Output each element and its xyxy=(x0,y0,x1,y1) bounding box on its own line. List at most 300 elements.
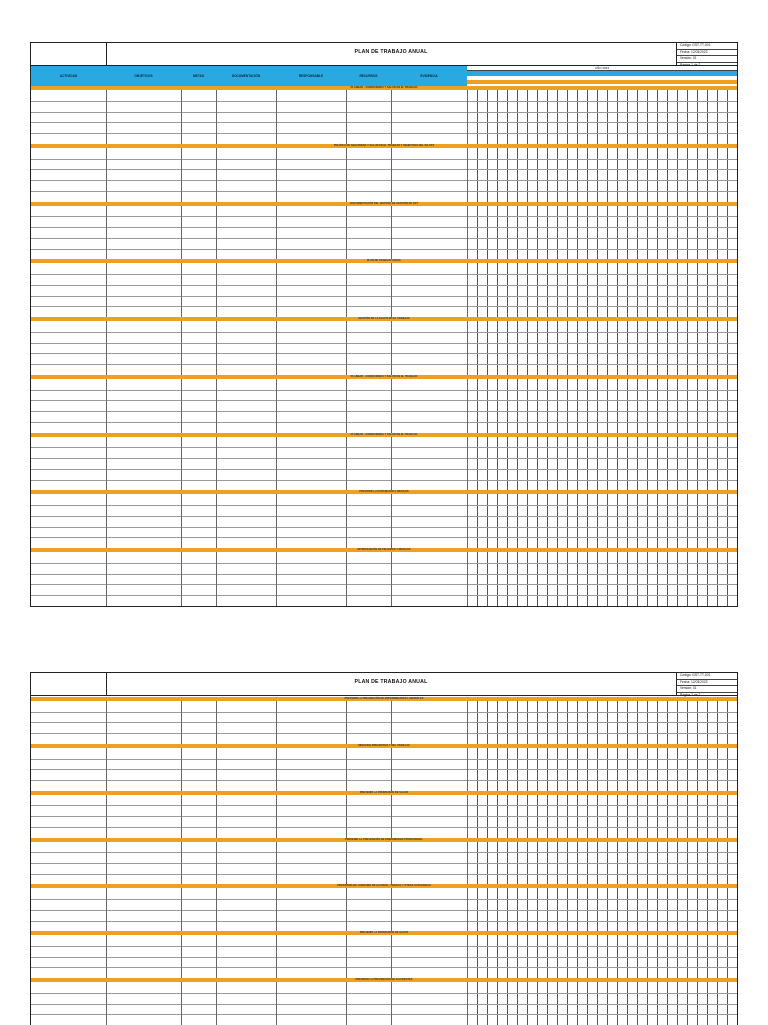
grid-column-line xyxy=(687,437,688,491)
grid-column-line xyxy=(667,437,668,491)
text-column-line xyxy=(106,888,107,931)
text-column-line xyxy=(346,90,347,144)
text-column-line xyxy=(346,148,347,202)
grid-column-line xyxy=(527,494,528,548)
text-column-line xyxy=(346,263,347,317)
row-divider xyxy=(31,722,737,723)
grid-column-line xyxy=(597,437,598,491)
grid-column-line xyxy=(717,321,718,375)
grid-column-line xyxy=(487,379,488,433)
section-header: MEDICINA PREVENTIVA Y DEL TRABAJO xyxy=(31,744,737,748)
text-column-line xyxy=(106,437,107,491)
grid-column-line xyxy=(707,263,708,317)
grid-column-line xyxy=(487,206,488,260)
text-column-line xyxy=(106,701,107,744)
text-column-line xyxy=(467,148,468,202)
row-divider xyxy=(31,447,737,448)
grid-column-line xyxy=(557,90,558,144)
grid-column-line xyxy=(697,90,698,144)
text-column-line xyxy=(391,379,392,433)
grid-column-line xyxy=(477,494,478,548)
grid-column-line xyxy=(627,379,628,433)
text-column-line xyxy=(181,148,182,202)
grid-column-line xyxy=(517,552,518,606)
col-recursos: RECURSOS xyxy=(346,66,392,86)
text-column-line xyxy=(106,321,107,375)
grid-column-line xyxy=(707,90,708,144)
text-column-line xyxy=(276,552,277,606)
grid-column-line xyxy=(727,437,728,491)
text-column-line xyxy=(276,206,277,260)
text-column-line xyxy=(106,935,107,978)
meta-code: Código: GST-TT-001 xyxy=(677,43,737,50)
grid-column-line xyxy=(617,321,618,375)
text-column-line xyxy=(391,701,392,744)
row-divider xyxy=(31,910,737,911)
text-column-line xyxy=(276,437,277,491)
grid-column-line xyxy=(527,552,528,606)
text-column-line xyxy=(216,379,217,433)
row-divider xyxy=(31,595,737,596)
page-title: PLAN DE TRABAJO ANUAL xyxy=(354,49,428,55)
grid-column-line xyxy=(727,206,728,260)
logo-box xyxy=(31,673,107,695)
text-column-line xyxy=(391,552,392,606)
grid-column-line xyxy=(647,494,648,548)
text-column-line xyxy=(181,748,182,791)
row-divider xyxy=(31,169,737,170)
meta-version: Versión: 01 xyxy=(677,686,737,693)
grid-column-line xyxy=(647,552,648,606)
grid-column-line xyxy=(517,90,518,144)
grid-column-line xyxy=(547,206,548,260)
text-column-line xyxy=(216,842,217,885)
row-divider xyxy=(31,516,737,517)
grid-column-line xyxy=(587,206,588,260)
text-column-line xyxy=(216,263,217,317)
grid-column-line xyxy=(657,321,658,375)
grid-column-line xyxy=(607,263,608,317)
text-column-line xyxy=(467,437,468,491)
section-header: DOCUMENTACIÓN DEL SISTEMA DE GESTIÓN DE SST xyxy=(31,202,737,206)
grid-column-line xyxy=(697,263,698,317)
text-column-line xyxy=(276,935,277,978)
text-column-line xyxy=(181,795,182,838)
grid-column-line xyxy=(667,321,668,375)
grid-column-line xyxy=(727,263,728,317)
grid-column-line xyxy=(547,379,548,433)
grid-column-line xyxy=(537,379,538,433)
grid-column-line xyxy=(577,148,578,202)
text-column-line xyxy=(276,748,277,791)
grid-column-line xyxy=(697,206,698,260)
text-column-line xyxy=(216,494,217,548)
section-header: INTERVENCIÓN DE PELIGROS Y RIESGOS xyxy=(31,548,737,552)
grid-column-line xyxy=(627,552,628,606)
grid-column-line xyxy=(607,321,608,375)
row-divider xyxy=(31,946,737,947)
grid-column-line xyxy=(537,437,538,491)
text-column-line xyxy=(216,90,217,144)
grid-column-line xyxy=(497,148,498,202)
text-column-line xyxy=(216,888,217,931)
row-divider xyxy=(31,411,737,412)
grid-column-line xyxy=(687,263,688,317)
grid-column-line xyxy=(507,90,508,144)
text-column-line xyxy=(276,842,277,885)
meta-version: Versión: 01 xyxy=(677,56,737,63)
grid-column-line xyxy=(567,263,568,317)
grid-column-line xyxy=(707,379,708,433)
text-column-line xyxy=(216,795,217,838)
grid-column-line xyxy=(717,379,718,433)
text-column-line xyxy=(346,379,347,433)
section-header: PREVENIR LA PREVENCIÓN DE ENFERMEDAD PROFESIONAL xyxy=(31,838,737,842)
text-column-line xyxy=(216,982,217,1025)
grid-column-line xyxy=(717,148,718,202)
row-divider xyxy=(31,458,737,459)
text-column-line xyxy=(467,982,468,1025)
grid-column-line xyxy=(717,552,718,606)
text-column-line xyxy=(467,552,468,606)
text-column-line xyxy=(391,494,392,548)
grid-column-line xyxy=(527,321,528,375)
grid-column-line xyxy=(577,263,578,317)
section-header: PREVENIR LA PROMOCIÓN DE SALUD xyxy=(31,931,737,935)
grid-column-line xyxy=(507,148,508,202)
grid-column-line xyxy=(587,263,588,317)
grid-column-line xyxy=(707,552,708,606)
grid-column-line xyxy=(637,494,638,548)
row-divider xyxy=(31,780,737,781)
grid-column-line xyxy=(677,379,678,433)
row-divider xyxy=(31,159,737,160)
grid-column-line xyxy=(617,379,618,433)
text-column-line xyxy=(467,206,468,260)
grid-column-line xyxy=(477,263,478,317)
grid-column-line xyxy=(617,437,618,491)
row-divider xyxy=(31,238,737,239)
grid-column-line xyxy=(717,494,718,548)
text-column-line xyxy=(216,701,217,744)
grid-column-line xyxy=(587,494,588,548)
row-divider xyxy=(31,769,737,770)
text-column-line xyxy=(276,379,277,433)
grid-column-line xyxy=(597,206,598,260)
grid-column-line xyxy=(597,494,598,548)
text-column-line xyxy=(391,437,392,491)
grid-column-line xyxy=(707,206,708,260)
grid-column-line xyxy=(597,90,598,144)
grid-column-line xyxy=(487,148,488,202)
row-divider xyxy=(31,227,737,228)
row-divider xyxy=(31,343,737,344)
text-column-line xyxy=(276,90,277,144)
text-column-line xyxy=(106,842,107,885)
text-column-line xyxy=(216,552,217,606)
section-header: PLANEAR - CONDICIONES Y SALUD EN EL TRABAJO xyxy=(31,375,737,379)
text-column-line xyxy=(467,379,468,433)
row-divider xyxy=(31,285,737,286)
grid-column-line xyxy=(637,321,638,375)
grid-column-line xyxy=(687,494,688,548)
text-column-line xyxy=(346,437,347,491)
grid-column-line xyxy=(667,379,668,433)
grid-column-line xyxy=(607,552,608,606)
row-divider xyxy=(31,249,737,250)
grid-column-line xyxy=(537,148,538,202)
row-divider xyxy=(31,469,737,470)
row-divider xyxy=(31,1014,737,1015)
grid-column-line xyxy=(477,379,478,433)
grid-column-line xyxy=(717,206,718,260)
text-column-line xyxy=(346,321,347,375)
text-column-line xyxy=(391,90,392,144)
calendar-grid xyxy=(467,494,737,548)
grid-column-line xyxy=(617,552,618,606)
grid-column-line xyxy=(497,552,498,606)
text-column-line xyxy=(391,206,392,260)
meta-page: Página 2 de 2 xyxy=(677,693,737,700)
grid-column-line xyxy=(647,90,648,144)
row-divider xyxy=(31,921,737,922)
text-column-line xyxy=(346,795,347,838)
text-column-line xyxy=(467,748,468,791)
text-column-line xyxy=(276,263,277,317)
row-divider xyxy=(31,852,737,853)
section-header: PROGRAMA DE CONSUMO DE ALCOHOL, TABACO Y OTRAS SUSTANCIAS xyxy=(31,884,737,888)
grid-column-line xyxy=(677,437,678,491)
grid-column-line xyxy=(487,263,488,317)
grid-column-line xyxy=(697,437,698,491)
grid-column-line xyxy=(587,379,588,433)
grid-column-line xyxy=(607,494,608,548)
grid-column-line xyxy=(657,379,658,433)
grid-column-line xyxy=(517,263,518,317)
calendar-p-e xyxy=(467,80,737,84)
text-column-line xyxy=(181,935,182,978)
row-divider xyxy=(31,805,737,806)
grid-column-line xyxy=(547,437,548,491)
text-column-line xyxy=(216,206,217,260)
grid-column-line xyxy=(647,263,648,317)
text-column-line xyxy=(467,935,468,978)
grid-column-line xyxy=(567,379,568,433)
grid-column-line xyxy=(627,437,628,491)
grid-column-line xyxy=(527,437,528,491)
text-column-line xyxy=(391,842,392,885)
grid-column-line xyxy=(507,379,508,433)
grid-column-line xyxy=(577,379,578,433)
grid-column-line xyxy=(507,206,508,260)
text-column-line xyxy=(346,935,347,978)
col-responsable: RESPONSABLE xyxy=(276,66,347,86)
grid-column-line xyxy=(677,206,678,260)
calendar-grid xyxy=(467,148,737,202)
text-column-line xyxy=(106,148,107,202)
grid-column-line xyxy=(677,321,678,375)
grid-column-line xyxy=(717,437,718,491)
logo-box xyxy=(31,43,107,65)
row-divider xyxy=(31,759,737,760)
grid-column-line xyxy=(667,494,668,548)
grid-column-line xyxy=(537,494,538,548)
grid-column-line xyxy=(547,263,548,317)
grid-column-line xyxy=(627,494,628,548)
section-header: GESTIÓN DE LA SALUD EN EL TRABAJO xyxy=(31,317,737,321)
text-column-line xyxy=(467,842,468,885)
text-column-line xyxy=(467,321,468,375)
grid-column-line xyxy=(497,321,498,375)
text-column-line xyxy=(346,842,347,885)
grid-column-line xyxy=(637,379,638,433)
grid-column-line xyxy=(717,90,718,144)
grid-column-line xyxy=(647,379,648,433)
text-column-line xyxy=(106,263,107,317)
plan-page-1 xyxy=(30,42,738,607)
row-divider xyxy=(31,101,737,102)
grid-column-line xyxy=(517,494,518,548)
text-column-line xyxy=(181,842,182,885)
grid-column-line xyxy=(537,206,538,260)
grid-column-line xyxy=(577,321,578,375)
grid-column-line xyxy=(637,263,638,317)
text-column-line xyxy=(391,888,392,931)
calendar-grid xyxy=(467,263,737,317)
row-divider xyxy=(31,899,737,900)
grid-column-line xyxy=(727,379,728,433)
col-actividad: ACTIVIDAD xyxy=(31,66,107,86)
text-column-line xyxy=(181,263,182,317)
grid-column-line xyxy=(667,148,668,202)
grid-column-line xyxy=(707,148,708,202)
calendar-grid xyxy=(467,437,737,491)
document-meta xyxy=(676,43,737,65)
grid-column-line xyxy=(527,148,528,202)
grid-column-line xyxy=(477,148,478,202)
grid-column-line xyxy=(487,321,488,375)
grid-column-line xyxy=(607,437,608,491)
row-divider xyxy=(31,422,737,423)
row-divider xyxy=(31,306,737,307)
grid-column-line xyxy=(497,379,498,433)
text-column-line xyxy=(106,494,107,548)
grid-column-line xyxy=(537,90,538,144)
text-column-line xyxy=(106,982,107,1025)
grid-column-line xyxy=(487,90,488,144)
grid-column-line xyxy=(577,494,578,548)
grid-column-line xyxy=(687,379,688,433)
text-column-line xyxy=(346,748,347,791)
grid-column-line xyxy=(577,206,578,260)
text-column-line xyxy=(216,148,217,202)
text-column-line xyxy=(216,748,217,791)
section-header: PLAN DE TRABAJO ANUAL xyxy=(31,259,737,263)
calendar-header xyxy=(467,66,737,86)
grid-column-line xyxy=(577,437,578,491)
col-objetivos: OBJETIVOS xyxy=(106,66,182,86)
grid-column-line xyxy=(687,206,688,260)
grid-column-line xyxy=(557,321,558,375)
grid-column-line xyxy=(697,148,698,202)
grid-column-line xyxy=(517,379,518,433)
row-divider xyxy=(31,863,737,864)
text-column-line xyxy=(467,263,468,317)
row-divider xyxy=(31,574,737,575)
grid-column-line xyxy=(567,437,568,491)
grid-column-line xyxy=(677,552,678,606)
grid-column-line xyxy=(727,148,728,202)
text-column-line xyxy=(391,982,392,1025)
calendar-year: AÑO 2023 xyxy=(467,66,737,71)
row-divider xyxy=(31,827,737,828)
grid-column-line xyxy=(477,321,478,375)
text-column-line xyxy=(391,748,392,791)
grid-column-line xyxy=(647,321,648,375)
text-column-line xyxy=(276,795,277,838)
text-column-line xyxy=(276,701,277,744)
section-header: PLANEAR - CONDICIONES Y SALUD EN EL TRABAJO xyxy=(31,86,737,90)
grid-column-line xyxy=(567,321,568,375)
grid-column-line xyxy=(517,206,518,260)
document-meta xyxy=(676,673,737,695)
grid-column-line xyxy=(627,148,628,202)
meta-date: Fecha: 12/03/2023 xyxy=(677,680,737,687)
section-header: PLANEAR - CONDICIONES Y SALUD EN EL TRABAJO xyxy=(31,433,737,437)
grid-column-line xyxy=(557,437,558,491)
grid-column-line xyxy=(667,90,668,144)
row-divider xyxy=(31,122,737,123)
grid-column-line xyxy=(687,148,688,202)
calendar-grid xyxy=(467,321,737,375)
grid-column-line xyxy=(557,148,558,202)
grid-column-line xyxy=(607,206,608,260)
section-header: PREVENIR LA PREVENCIÓN DE ENFERMEDADES LABORALES xyxy=(31,697,737,701)
grid-column-line xyxy=(547,321,548,375)
section-header: PREVENIR LA PREVENCIÓN DE ACCIDENTES xyxy=(31,978,737,982)
grid-column-line xyxy=(567,206,568,260)
grid-column-line xyxy=(587,552,588,606)
grid-column-line xyxy=(497,206,498,260)
grid-column-line xyxy=(497,263,498,317)
grid-column-line xyxy=(627,263,628,317)
text-column-line xyxy=(106,552,107,606)
grid-column-line xyxy=(687,90,688,144)
grid-column-line xyxy=(657,437,658,491)
grid-column-line xyxy=(677,148,678,202)
row-divider xyxy=(31,505,737,506)
grid-column-line xyxy=(537,263,538,317)
grid-column-line xyxy=(727,90,728,144)
grid-column-line xyxy=(497,437,498,491)
row-divider xyxy=(31,816,737,817)
text-column-line xyxy=(216,935,217,978)
row-divider xyxy=(31,480,737,481)
grid-column-line xyxy=(507,552,508,606)
grid-column-line xyxy=(527,206,528,260)
text-column-line xyxy=(467,795,468,838)
grid-column-line xyxy=(527,379,528,433)
text-column-line xyxy=(391,321,392,375)
grid-column-line xyxy=(607,148,608,202)
grid-column-line xyxy=(687,552,688,606)
grid-column-line xyxy=(597,552,598,606)
row-divider xyxy=(31,364,737,365)
row-divider xyxy=(31,712,737,713)
grid-column-line xyxy=(527,90,528,144)
grid-column-line xyxy=(507,321,508,375)
grid-column-line xyxy=(477,90,478,144)
